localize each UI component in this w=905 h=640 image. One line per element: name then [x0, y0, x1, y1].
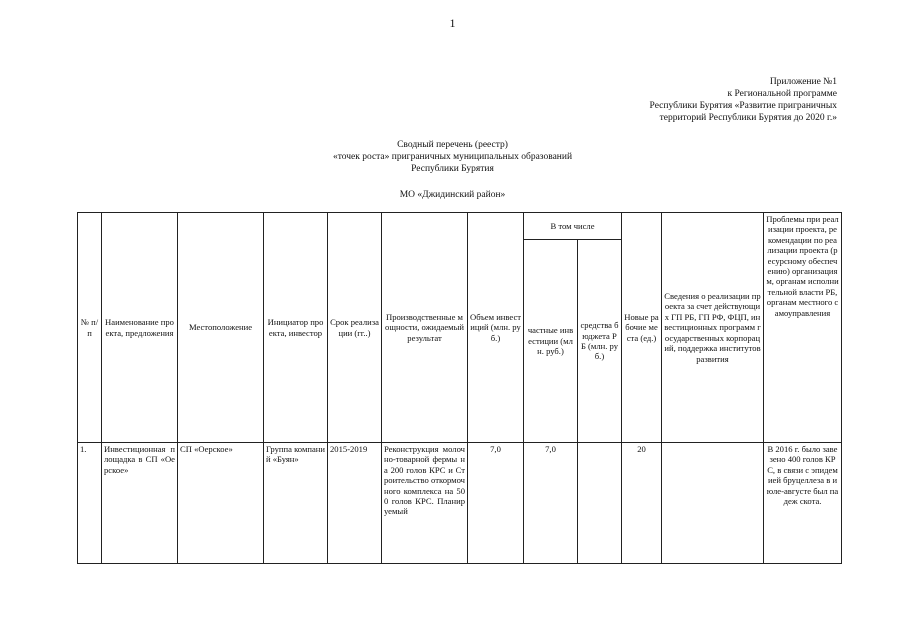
cell-volume: 7,0: [468, 443, 524, 564]
header-problems: Проблемы при реализации проекта, рекомендации по реализации проекта (ресурсному обеспечению) организациям, органам исполнительной власти РБ, органам местного самоуправления: [764, 213, 842, 443]
appendix-note: [650, 76, 837, 124]
cell-initiator: Группа компаний «Буян»: [264, 443, 328, 564]
header-name: Наименование проекта, предложения: [102, 213, 178, 443]
cell-name: Инвестиционная площадка в СП «Оерское»: [102, 443, 178, 564]
header-period: Срок реализации (гг..): [328, 213, 382, 443]
appendix-line: Приложение №1: [769, 77, 837, 87]
registry-table: [77, 212, 842, 564]
title-line: Республики Бурятия: [411, 164, 494, 174]
cell-capacity: Реконструкция молочно-товарной фермы на 200 голов КРС и Строительство откормочного комплекса на 500 голов КРС. Планируемый: [384, 444, 465, 517]
header-num: № п/п: [78, 213, 102, 443]
header-budget: средства бюджета РБ (млн. руб.): [578, 240, 622, 443]
header-volume: Объем инвестиций (млн. руб.): [468, 213, 524, 443]
header-capacity: Производственные мощности, ожидаемый результат: [382, 213, 468, 443]
document-title: [0, 139, 905, 175]
header-including: В том числе: [524, 213, 622, 240]
cell-num: 1.: [78, 443, 102, 564]
appendix-line: территорий Республики Бурятия до 2020 г.»: [659, 113, 837, 123]
cell-problems: В 2016 г. было завезено 400 голов КРС, в связи с эпидемией бруцеллеза в июле-августе был падеж скота.: [764, 443, 842, 564]
header-jobs: Новые рабочие места (ед.): [622, 213, 662, 443]
cell-period: 2015-2019: [328, 443, 382, 564]
header-location: Местоположение: [178, 213, 264, 443]
header-private: частные инвестиции (млн. руб.): [524, 240, 578, 443]
cell-capacity-wrap: [382, 443, 468, 564]
cell-jobs: 20: [622, 443, 662, 564]
header-info: Сведения о реализации проекта за счет действующих ГП РБ, ГП РФ, ФЦП, инвестиционных программ государственных корпораций, поддержка институтов развития: [662, 213, 764, 443]
page-number: 1: [449, 16, 456, 30]
title-line: «точек роста» приграничных муниципальных образований: [332, 152, 573, 162]
district-heading: МО «Джидинский район»: [399, 190, 506, 200]
header-row: [78, 213, 842, 240]
header-initiator: Инициатор проекта, инвестор: [264, 213, 328, 443]
appendix-line: к Региональной программе: [727, 89, 837, 99]
cell-budget: [578, 443, 622, 564]
cell-location: СП «Оерское»: [178, 443, 264, 564]
table-row: [78, 443, 842, 564]
cell-private: 7,0: [524, 443, 578, 564]
title-line: Сводный перечень (реестр): [397, 140, 508, 150]
cell-info: [662, 443, 764, 564]
appendix-line: Республики Бурятия «Развитие приграничных: [649, 101, 837, 111]
